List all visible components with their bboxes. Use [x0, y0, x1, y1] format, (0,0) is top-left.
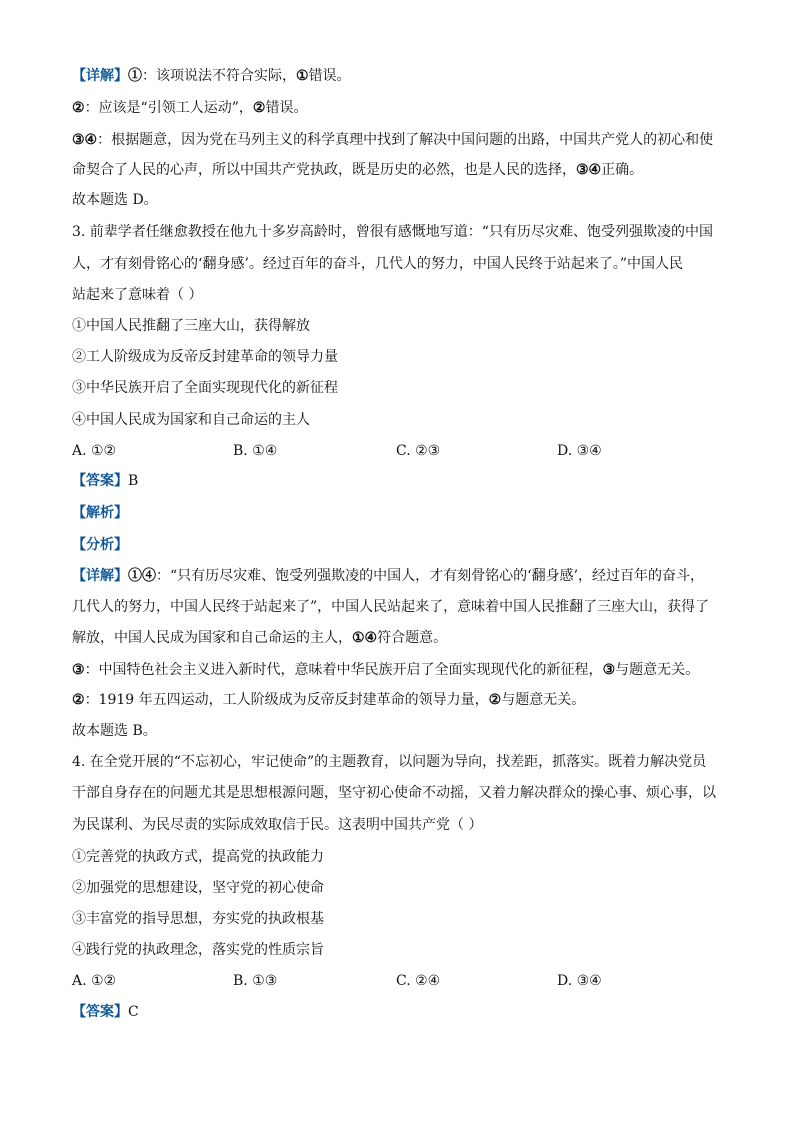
q4-stem-line-2: 干部自身存在的问题尤其是思想根源问题，坚守初心使命不动摇，又着力解决群众的操心事、烦心事，以: [72, 785, 716, 801]
q2-detail-line-4: 命契合了人民的心声，所以中国共产党执政，既是历史的必然，也是人民的选择，③④正确。: [72, 162, 644, 178]
q4-choice-a: A. ①②: [72, 973, 117, 989]
q2-detail-line-3: ③④：根据题意，因为党在马列主义的科学真理中找到了解决中国问题的出路，中国共产党人的初心和使: [72, 132, 714, 148]
q3-detail-line-4: ③：中国特色社会主义进入新时代，意味着中华民族开启了全面实现现代化的新征程，③与题意无关。: [72, 662, 700, 678]
q2-detail-line-2: ②：应该是“引领工人运动”，②错误。: [72, 100, 308, 116]
q3-item: ①中国人民推翻了三座大山，获得解放: [72, 318, 310, 334]
q4-choice-d: D. ③④: [557, 973, 602, 989]
q3-detail-line-1: 【详解】①④：“只有历尽灾难、饱受列强欺凌的中国人，才有刻骨铭心的‘翻身感’，经过百年的奋斗，: [72, 568, 705, 584]
q4-choice-b: B. ①③: [233, 973, 278, 989]
q3-item: ④中国人民成为国家和自己命运的主人: [72, 412, 310, 428]
q3-item: ③中华民族开启了全面实现现代化的新征程: [72, 380, 338, 396]
q3-detail-line-5: ②：1919 年五四运动，工人阶级成为反帝反封建革命的领导力量，②与题意无关。: [72, 692, 586, 708]
q4-stem-line-1: 4. 在全党开展的“不忘初心，牢记使命”的主题教育，以问题为导向，找差距，抓落实。既着力解决党员: [72, 754, 707, 770]
q3-fenxi-heading: 【分析】: [72, 537, 128, 553]
q3-analysis-heading: 【解析】: [72, 505, 128, 521]
q3-item: ②工人阶级成为反帝反封建革命的领导力量: [72, 349, 338, 365]
answer-tag: 【答案】: [72, 473, 128, 489]
q4-stem-line-3: 为民谋利、为民尽责的实际成效取信于民。这表明中国共产党（ ）: [72, 817, 483, 833]
answer-tag: 【答案】: [72, 1004, 128, 1020]
answer-value: B: [128, 473, 139, 489]
q3-detail-line-2: 几代人的努力，中国人民终于站起来了”，中国人民站起来了，意味着中国人民推翻了三座大山，获得了: [72, 599, 710, 615]
q3-choice-b: B. ①④: [233, 443, 278, 459]
q4-item: ②加强党的思想建设，坚守党的初心使命: [72, 880, 324, 896]
q3-conclusion: 故本题选 B。: [72, 723, 157, 739]
q3-stem-line-3: 站起来了意味着（ ）: [72, 287, 203, 303]
q3-choice-a: A. ①②: [72, 443, 117, 459]
q4-choice-c: C. ②④: [396, 973, 441, 989]
q3-answer: [72, 471, 732, 491]
q4-answer: [72, 1002, 732, 1022]
q3-choice-c: C. ②③: [396, 443, 441, 459]
q2-conclusion: 故本题选 D。: [72, 192, 158, 208]
q4-item: ③丰富党的指导思想，夯实党的执政根基: [72, 911, 324, 927]
q3-stem-line-2: 人，才有刻骨铭心的‘翻身感’。经过百年的奋斗，几代人的努力，中国人民终于站起来了。”中国人民: [72, 256, 684, 272]
q2-detail-line-1: 【详解】①：该项说法不符合实际，①错误。: [72, 68, 351, 84]
answer-value: C: [128, 1004, 139, 1020]
q4-item: ④践行党的执政理念，落实党的性质宗旨: [72, 942, 324, 958]
detail-tag: 【详解】: [72, 68, 128, 84]
q3-choice-d: D. ③④: [557, 443, 602, 459]
q4-item: ①完善党的执政方式，提高党的执政能力: [72, 849, 324, 865]
q3-stem-line-1: 3. 前辈学者任继愈教授在他九十多岁高龄时，曾很有感慨地写道：“只有历尽灾难、饱受列强欺凌的中国: [72, 224, 713, 240]
q3-detail-line-3: 解放，中国人民成为国家和自己命运的主人，①④符合题意。: [72, 630, 448, 646]
